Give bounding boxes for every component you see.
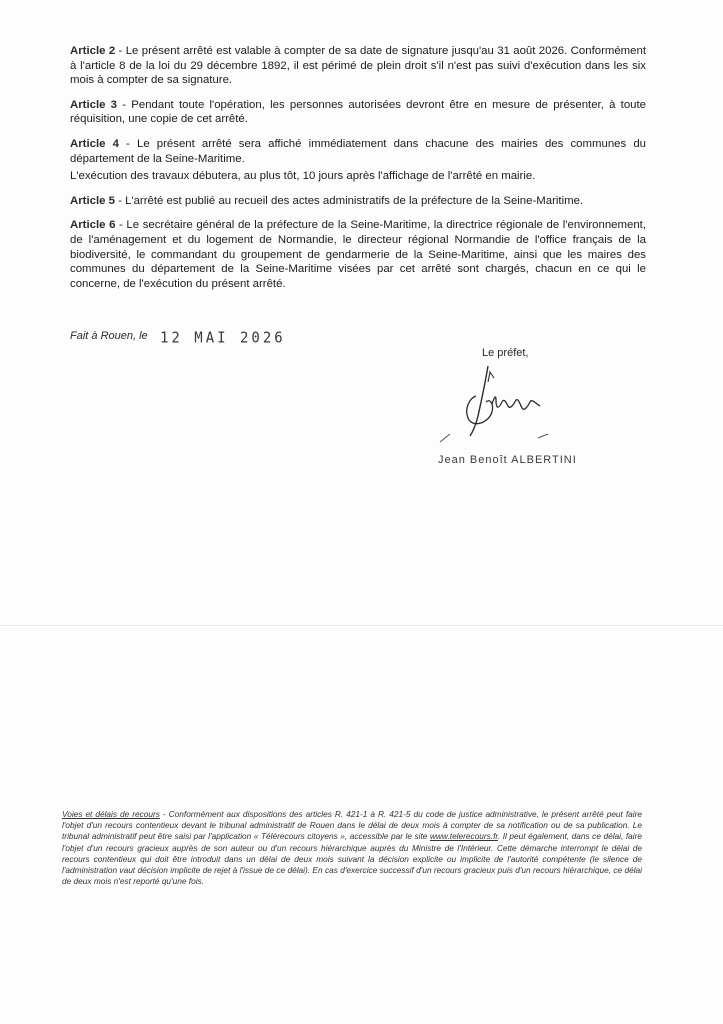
article-text: - Le présent arrêté est valable à compter de sa date de signature jusqu'au 31 août 2026. Conformément à l'article 8 de la loi du 29 décembre 1892, il est périmé de plein droit s'il n'est pas suivi d'exécution dans les six mois à compter de sa signature.	[70, 45, 647, 87]
article-4-extra: L'exécution des travaux débutera, au plus tôt, 10 jours après l'affichage de l'arrêté en mairie.	[70, 170, 536, 183]
article-text: - Pendant toute l'opération, les personnes autorisées devront être en mesure de présenter, à toute réquisition, une copie de cet arrêté.	[70, 98, 647, 126]
handwritten-signature	[430, 358, 580, 453]
article-text: - L'arrêté est publié au recueil des actes administratifs de la préfecture de la Seine-Maritime.	[114, 194, 584, 207]
article-6-paragraph	[70, 218, 646, 291]
article-2	[70, 44, 646, 88]
article-5-paragraph	[70, 194, 646, 209]
appeal-text-1: - Conformément aux dispositions des articles R. 421-1 à R. 421-5 du code de justice administrative, le présent arrêté peut faire l'objet d'un recours contentieux devant le tribunal administratif de Rouen dans le délai de deux mois à compter de sa notification ou de sa publication. Le tribunal administratif peut être saisi par l'application « Télérecours citoyens », accessible par le site	[62, 809, 642, 842]
page-fold-line	[0, 625, 723, 626]
article-text: - Le secrétaire général de la préfecture de la Seine-Maritime, la directrice régionale de l'environnement, de l'aménagement et du logement de Normandie, le directeur régional Normandie de l'office français de la biodiversité, le commandant du groupement de gendarmerie de la Seine-Maritime, ainsi que les maires des communes du département de la Seine-Maritime visées par cet arrêté sont chargés, chacun en ce qui le concerne, de l'exécution du présent arrêté.	[70, 219, 647, 290]
signer-title: Le préfet,	[482, 347, 529, 359]
article-label: Article 3	[70, 98, 118, 111]
date-stamp: 12 MAI 2026	[160, 329, 286, 347]
article-3-paragraph	[70, 98, 646, 127]
article-6	[70, 218, 646, 291]
articles-section	[70, 44, 646, 301]
article-4	[70, 137, 646, 184]
appeal-notice	[62, 809, 642, 887]
article-label: Article 4	[70, 137, 119, 150]
article-3	[70, 98, 646, 127]
article-label: Article 5	[70, 194, 115, 207]
article-4-paragraph	[70, 137, 646, 166]
signer-name: Jean Benoît ALBERTINI	[438, 454, 577, 466]
article-5	[70, 194, 646, 209]
appeal-text-2: . Il peut également, dans ce délai, faire l'objet d'un recours gracieux auprès de son auteur ou d'un recours hiérarchique auprès du Ministre de l'Intérieur. Cette démarche interrompt le délai de recours contentieux qui doit être introduit dans un délai de deux mois suivant la décision explicite ou implicite de l'autorité compétente (le silence de l'administration vaut décision implicite de rejet à l'issue de ce délai). En cas d'exercice successif d'un recours gracieux puis d'un recours hiérarchique, ce délai de deux mois n'est reporté qu'une fois.	[62, 831, 642, 887]
article-2-paragraph	[70, 44, 646, 88]
telerecours-link[interactable]: www.telerecours.fr	[429, 831, 498, 842]
appeal-heading: Voies et délais de recours	[62, 809, 160, 819]
article-text: - Le présent arrêté sera affiché immédiatement dans chacune des mairies des communes du département de la Seine-Maritime.	[70, 137, 646, 165]
place-line: Fait à Rouen, le	[70, 330, 148, 342]
article-label: Article 2	[70, 45, 116, 57]
article-label: Article 6	[70, 219, 116, 232]
